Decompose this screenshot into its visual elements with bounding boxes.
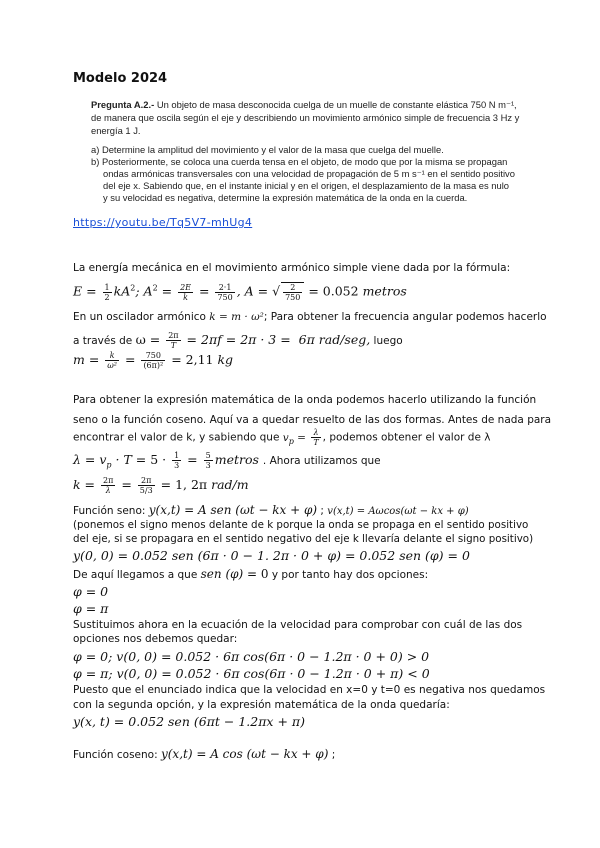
equation-lambda-suffix: . Ahora utilizamos que	[262, 455, 381, 467]
paragraph-wave-1: Para obtener la expresión matemática de la onda podemos hacerlo utilizando la función	[73, 394, 537, 406]
problem-part-b-line-4: y su velocidad es negativa, determine la expresión matemática de la onda en la cuerda.	[103, 192, 468, 203]
paragraph-conclusion-2: con la segunda opción, y la expresión matemática de la onda quedaría:	[73, 699, 450, 711]
paragraph-cosine-function: Función coseno: y(x,t) = A cos (ωt − kx + φ) ;	[73, 747, 336, 761]
equation-energy: E = $\frac{1}{2}$ $kA^2$; $A^2$ = $\frac{2E}{k}$ = $\frac{2\cdot 1}{750}$ , A = √ $\frac{2}{750}$ = 0.052 metros	[73, 282, 407, 302]
paragraph-sign-2: del eje, si se propagara en el sentido negativo del eje k llevaría delante el signo positivo)	[73, 533, 534, 545]
equation-velocity-phi-pi: φ = π; v(0, 0) = 0.052 · 6π cos(6π · 0 − 1.2π · 0 + π) < 0	[73, 666, 430, 681]
paragraph-conclusion-1: Puesto que el enunciado indica que la velocidad en x=0 y t=0 es negativa nos quedamos	[73, 684, 546, 696]
problem-intro-line-2: de manera que oscila según el eje y describiendo un movimiento armónico simple de frecuencia 3 Hz y	[91, 112, 520, 123]
paragraph-sine-function: Función seno: y(x,t) = A sen (ωt − kx + φ) ; v(x,t) = Aωcos(ωt − kx + φ)	[73, 503, 469, 517]
paragraph-energy: La energía mecánica en el movimiento armónico simple viene dada por la fórmula:	[73, 262, 511, 274]
equation-final-wave: y(x, t) = 0.052 sen (6πt − 1.2πx + π)	[73, 714, 305, 729]
paragraph-sign-1: (ponemos el signo menos delante de k porque la onda se propaga en el sentido positivo	[73, 519, 529, 531]
problem-intro-line-1: Pregunta A.2.- Un objeto de masa desconocida cuelga de un muelle de constante elástica 750 N m⁻¹,	[91, 99, 517, 110]
equation-lambda: $\lambda = v_p \cdot T = 5$ · $\frac{1}{3}$ = $\frac{5}{3}$ metros . Ahora utilizamos que	[73, 451, 381, 470]
problem-label: Pregunta A.2.-	[91, 99, 155, 110]
problem-part-a: a) Determine la amplitud del movimiento y el valor de la masa que cuelga del muelle.	[91, 144, 444, 155]
equation-velocity-phi-0: φ = 0; v(0, 0) = 0.052 · 6π cos(6π · 0 − 1.2π · 0 + 0) > 0	[73, 649, 430, 664]
paragraph-omega-2: a través de ω = $\frac{2\pi}{T}$ = 2πf = 2π · 3 = 6π rad/seg, luego	[73, 331, 403, 350]
paragraph-wave-2: seno o la función coseno. Aquí va a quedar resuelto de las dos formas. Antes de nada para	[73, 414, 552, 426]
video-link[interactable]: https://youtu.be/Tq5V7-mhUg4	[73, 216, 253, 229]
paragraph-velocity-1: Sustituimos ahora en la ecuación de la velocidad para comprobar con cuál de las dos	[73, 619, 523, 631]
problem-part-b-line-1: b) Posteriormente, se coloca una cuerda tensa en el objeto, de modo que por la misma se propagan	[91, 156, 508, 167]
paragraph-options: De aquí llegamos a que sen (φ) = 0 y por tanto hay dos opciones:	[73, 567, 429, 581]
problem-part-b-line-3: del eje x. Sabiendo que, en el instante inicial y en el origen, el desplazamiento de la masa es nulo	[103, 180, 509, 191]
page-title: Modelo 2024	[73, 71, 168, 86]
equation-y00: y(0, 0) = 0.052 sen (6π · 0 − 1. 2π · 0 + φ) = 0.052 sen (φ) = 0	[73, 548, 470, 563]
equation-k: k = $\frac{2\pi}{\lambda}$ = $\frac{2\pi}{5/3}$ = 1, 2π rad/m	[73, 476, 249, 495]
paragraph-omega-1: En un oscilador armónico k = m · ω²; Para obtener la frecuencia angular podemos hacerlo	[73, 311, 547, 323]
paragraph-velocity-2: opciones nos debemos quedar:	[73, 633, 238, 645]
problem-intro-line-3: energía 1 J.	[91, 125, 141, 136]
problem-part-b-line-2: ondas armónicas transversales con una velocidad de propagación de 5 m s⁻¹ en el sentido positivo	[103, 168, 515, 179]
option-phi-0: φ = 0	[73, 584, 109, 599]
equation-mass: m = $\frac{k}{\text{ω²}}$ = $\frac{750}{\text{(6π)²}}$ = 2,11 kg	[73, 351, 234, 370]
paragraph-wave-3: encontrar el valor de k, y sabiendo que $v_p$ = $\frac{\lambda}{T}$ , podemos obtener el valor de λ	[73, 428, 491, 447]
option-phi-pi: φ = π	[73, 601, 109, 616]
